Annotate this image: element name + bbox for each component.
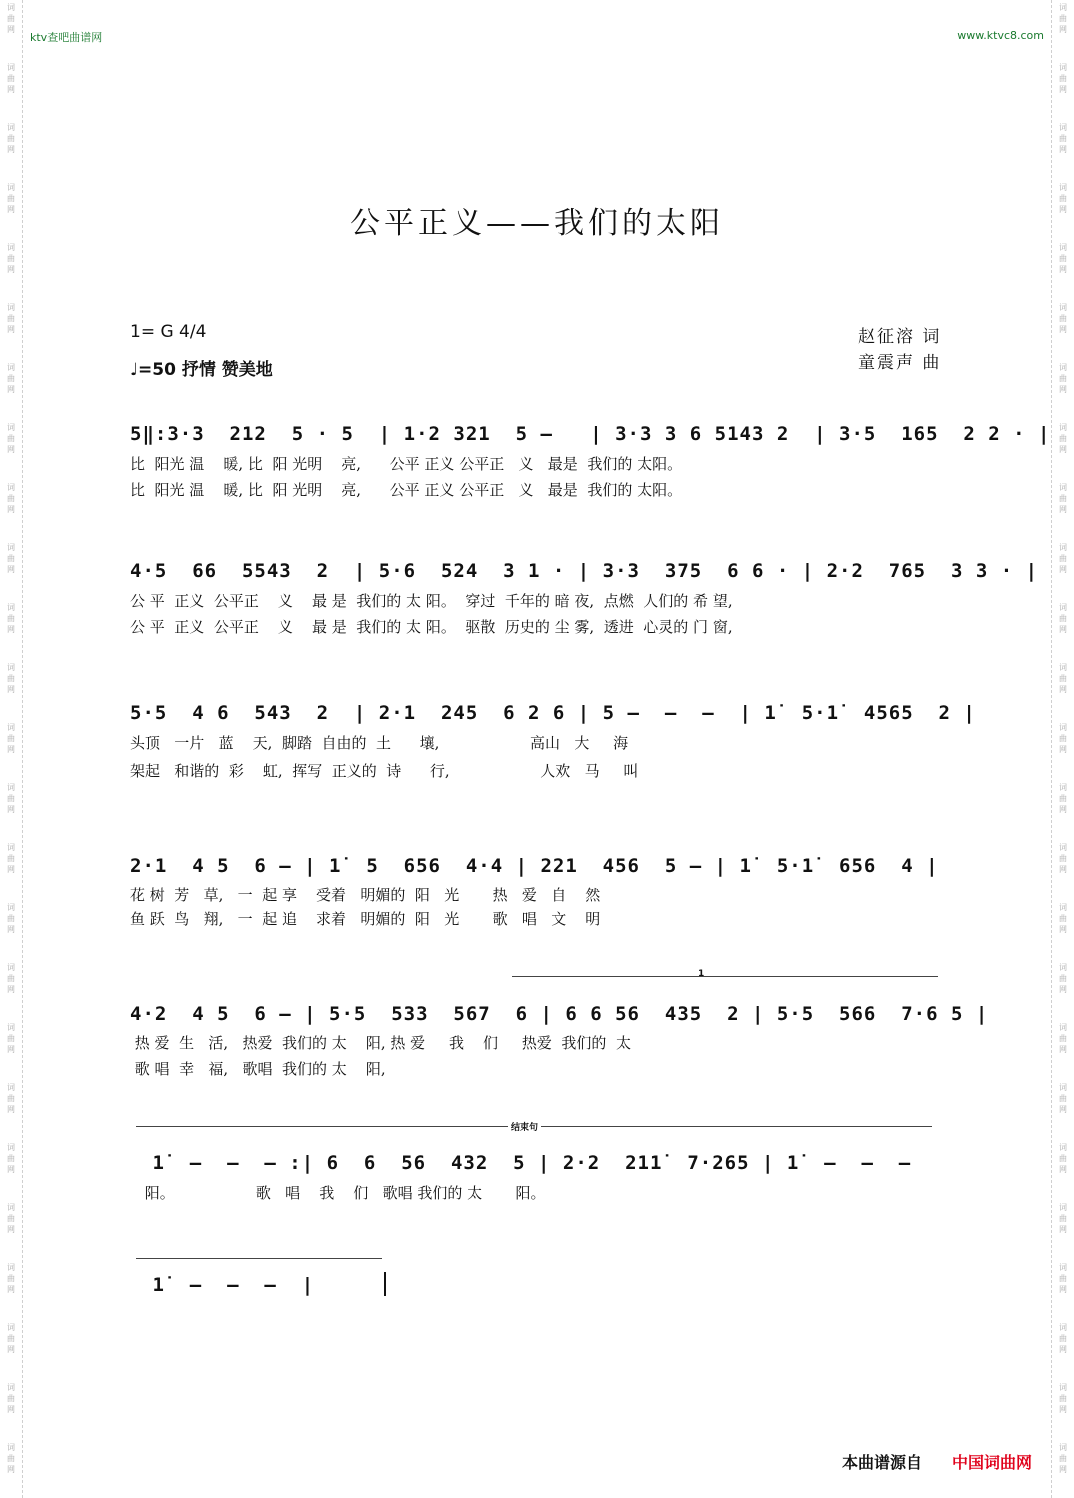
watermark-mark: 词 曲 网 xyxy=(1059,243,1067,274)
watermark-mark: 词 曲 网 xyxy=(1059,543,1067,574)
lyric-row-6-verse-1: 阳。 歌 唱 我 们 歌唱 我们的 太 阳。 xyxy=(140,1184,546,1202)
lyric-row-2-verse-1: 公 平 正义 公平正 义 最 是 我们的 太 阳。 穿过 千年的 暗 夜, 点燃 人们的 希 望, xyxy=(130,592,733,610)
watermark-mark: 词 曲 网 xyxy=(1059,723,1067,754)
final-barline xyxy=(384,1272,386,1296)
lyric-row-1-verse-1: 比 阳光 温 暖, 比 阳 光明 亮, 公平 正义 公平正 义 最是 我们的 太阳。 xyxy=(130,455,683,473)
watermark-mark: 词 曲 网 xyxy=(1059,1323,1067,1354)
lyric-row-2-verse-2: 公 平 正义 公平正 义 最 是 我们的 太 阳。 驱散 历史的 尘 雾, 透进 心灵的 门 窗, xyxy=(130,618,733,636)
watermark-mark: 词 曲 网 xyxy=(1059,603,1067,634)
watermark-mark: 词 曲 网 xyxy=(1059,1383,1067,1414)
watermark-mark: 词 曲 网 xyxy=(1059,303,1067,334)
watermark-mark: 词 曲 网 xyxy=(1059,363,1067,394)
watermark-mark: 词 曲 网 xyxy=(1059,423,1067,454)
song-title: 公平正义——我们的太阳 xyxy=(350,206,724,241)
watermark-mark: 词 曲 网 xyxy=(1059,3,1067,34)
watermark-mark: 词 曲 网 xyxy=(7,1323,15,1354)
lyric-row-5-verse-1: 热 爱 生 活, 热爱 我们的 太 阳, 热 爱 我 们 热爱 我们的 太 xyxy=(130,1034,631,1052)
watermark-mark: 词 曲 网 xyxy=(7,63,15,94)
lyric-row-1-verse-2: 比 阳光 温 暖, 比 阳 光明 亮, 公平 正义 公平正 义 最是 我们的 太阳。 xyxy=(130,481,683,499)
volta-bracket xyxy=(512,976,938,977)
notation-row-4: 2·1 4 5 6 — | 1̇ 5 656 4·4 | 221 456 5 — | 1̇ 5·1̇ 656 4 | xyxy=(130,855,939,877)
watermark-mark: 词 曲 网 xyxy=(7,903,15,934)
watermark-mark: 词 曲 网 xyxy=(1059,903,1067,934)
notation-row-1: 5‖:3·3 212 5 · 5 | 1·2 321 5 — | 3·3 3 6 5143 2 | 3·5 165 2 2 · | xyxy=(130,423,1051,445)
watermark-mark: 词 曲 网 xyxy=(1059,963,1067,994)
tempo-marking: ♩=50 抒情 赞美地 xyxy=(130,360,273,380)
watermark-mark: 词 曲 网 xyxy=(1059,1443,1067,1474)
ending-bracket xyxy=(136,1258,382,1259)
watermark-mark: 词 曲 网 xyxy=(1059,183,1067,214)
notation-row-2: 4·5 66 5543 2 | 5·6 524 3 1 · | 3·3 375 6 6 · | 2·2 765 3 3 · | xyxy=(130,560,1039,582)
watermark-mark: 词 曲 网 xyxy=(7,723,15,754)
watermark-mark: 词 曲 网 xyxy=(7,1023,15,1054)
watermark-mark: 词 曲 网 xyxy=(1059,483,1067,514)
watermark-mark: 词 曲 网 xyxy=(1059,1083,1067,1114)
watermark-mark: 词 曲 网 xyxy=(7,1383,15,1414)
watermark-mark: 词 曲 网 xyxy=(1059,663,1067,694)
site-link-right[interactable]: www.ktvc8.com xyxy=(957,29,1044,42)
watermark-mark: 词 曲 网 xyxy=(1059,783,1067,814)
watermark-mark: 词 曲 网 xyxy=(7,423,15,454)
watermark-mark: 词 曲 网 xyxy=(7,303,15,334)
watermark-mark: 词 曲 网 xyxy=(7,1263,15,1294)
watermark-mark: 词 曲 网 xyxy=(7,3,15,34)
watermark-mark: 词 曲 网 xyxy=(1059,1143,1067,1174)
watermark-mark: 词 曲 网 xyxy=(7,963,15,994)
site-link-left[interactable]: ktv查吧曲谱网 xyxy=(30,31,103,44)
volta-number: 1 xyxy=(698,969,705,979)
lyric-row-4-verse-2: 鱼 跃 鸟 翔, 一 起 追 求着 明媚的 阳 光 歌 唱 文 明 xyxy=(130,910,601,928)
lyric-row-3-verse-2: 架起 和谐的 彩 虹, 挥写 正义的 诗 行, 人欢 马 叫 xyxy=(130,762,639,780)
source-site-link[interactable]: 中国词曲网 xyxy=(952,1453,1033,1472)
key-signature: 1= G 4/4 xyxy=(130,322,207,342)
watermark-mark: 词 曲 网 xyxy=(7,363,15,394)
notation-row-6: 1̇ — — — :| 6 6 56 432 5 | 2·2 211̇ 7·265 | 1̇ — — — xyxy=(140,1152,912,1174)
watermark-mark: 词 曲 网 xyxy=(7,543,15,574)
watermark-mark: 词 曲 网 xyxy=(1059,1203,1067,1234)
lyric-row-4-verse-1: 花 树 芳 草, 一 起 享 受着 明媚的 阳 光 热 爱 自 然 xyxy=(130,886,601,904)
watermark-mark: 词 曲 网 xyxy=(7,783,15,814)
watermark-mark: 词 曲 网 xyxy=(1059,63,1067,94)
watermark-mark: 词 曲 网 xyxy=(1059,1023,1067,1054)
coda-label: 结束句 xyxy=(508,1120,541,1133)
lyric-row-3-verse-1: 头顶 一片 蓝 天, 脚踏 自由的 土 壤, 高山 大 海 xyxy=(130,734,629,752)
notation-row-7: 1̇ — — — | xyxy=(140,1274,315,1296)
watermark-mark: 词 曲 网 xyxy=(7,1083,15,1114)
lyric-row-5-verse-2: 歌 唱 幸 福, 歌唱 我们的 太 阳, xyxy=(130,1060,386,1078)
watermark-mark: 词 曲 网 xyxy=(7,243,15,274)
watermark-mark: 词 曲 网 xyxy=(7,1203,15,1234)
watermark-mark: 词 曲 网 xyxy=(1059,1263,1067,1294)
watermark-mark: 词 曲 网 xyxy=(1059,843,1067,874)
composer-credit: 童震声 曲 xyxy=(858,353,942,373)
watermark-mark: 词 曲 网 xyxy=(7,123,15,154)
source-label: 本曲谱源自 xyxy=(842,1453,923,1472)
lyricist-credit: 赵征溶 词 xyxy=(858,327,942,347)
watermark-mark: 词 曲 网 xyxy=(7,843,15,874)
watermark-mark: 词 曲 网 xyxy=(7,183,15,214)
watermark-mark: 词 曲 网 xyxy=(7,603,15,634)
watermark-mark: 词 曲 网 xyxy=(7,663,15,694)
notation-row-3: 5·5 4 6 543 2 | 2·1 245 6 2 6 | 5 — — — | 1̇ 5·1̇ 4565 2 | xyxy=(130,702,976,724)
notation-row-5: 4·2 4 5 6 — | 5·5 533 567 6 | 6 6 56 435 2 | 5·5 566 7·6 5 | xyxy=(130,1003,989,1025)
watermark-mark: 词 曲 网 xyxy=(7,1143,15,1174)
watermark-mark: 词 曲 网 xyxy=(7,483,15,514)
watermark-mark: 词 曲 网 xyxy=(1059,123,1067,154)
watermark-mark: 词 曲 网 xyxy=(7,1443,15,1474)
